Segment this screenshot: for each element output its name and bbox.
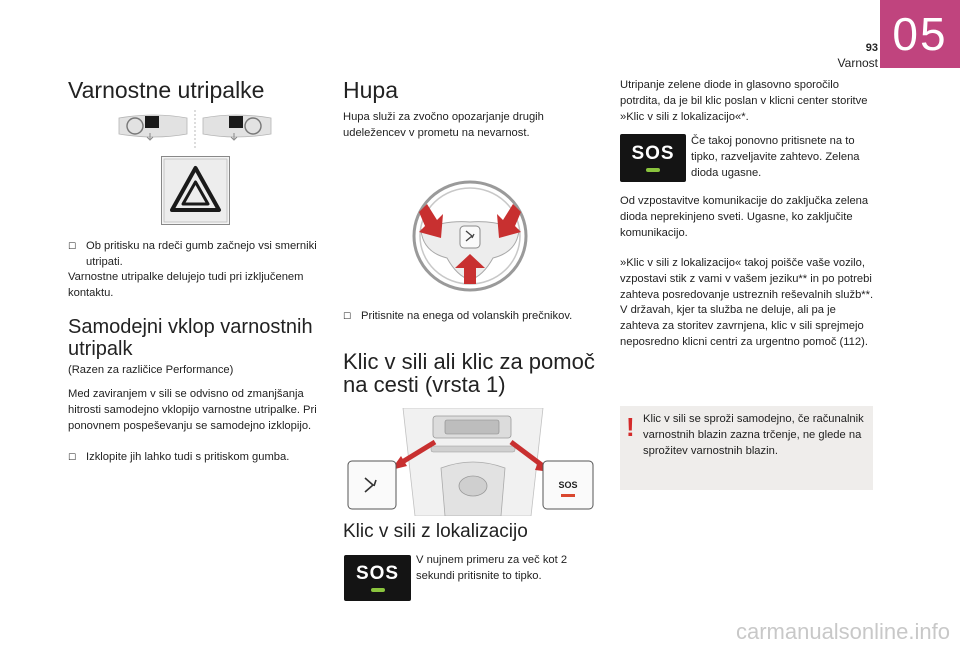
- center-console-illustration: [345, 408, 597, 516]
- hazard-button-icon: [161, 156, 230, 225]
- dashboard-illustration: [115, 110, 275, 150]
- auto-hazard-paragraph: Med zaviranjem v sili se odvisno od zmanjšanja hitrosti samodejno vklopijo varnostne utripalke. Pri ponovnem pospeševanju se samodejno izklopijo.: [68, 388, 317, 432]
- sos-button-image: [620, 134, 686, 182]
- page-number: 93: [865, 42, 878, 54]
- horn-bullet-text: Pritisnite na enega od volanskih prečnikov.: [361, 310, 573, 322]
- auto-hazard-note: (Razen za različice Performance): [68, 364, 234, 376]
- hazard-paragraph: Varnostne utripalke delujejo tudi pri izključenem kontaktu.: [68, 271, 304, 299]
- auto-hazard-bullet: [68, 450, 328, 466]
- horn-paragraph: Hupa služi za zvočno opozarjanje drugih udeležencev v prometu na nevarnost.: [343, 111, 544, 139]
- sos-led: [646, 168, 660, 172]
- warning-box: [620, 406, 873, 490]
- localized-call-description: »Klic v sili z lokalizacijo« takoj poišče vaše vozilo, vzpostavi stik z vami v vašem jeziku** in po potrebi zahteva posredovanje ustreznih reševalnih služb**. V državah, kjer ta služba ne deluje, ali pa je zahteva za storitev zavrnjena, klic v sili sprejmejo neposredno klicni centri za urgentno pomoč (112).: [620, 257, 874, 348]
- warning-icon: !: [626, 412, 635, 442]
- auto-hazard-bullet-text: Izklopite jih lahko tudi s pritiskom gumba.: [86, 451, 290, 463]
- hazard-lights-title: Varnostne utripalke: [68, 77, 265, 103]
- steering-wheel-illustration: [405, 168, 535, 293]
- localized-call-title: Klic v sili z lokalizacijo: [343, 521, 528, 542]
- bullet-marker-icon: ☐: [68, 241, 77, 251]
- bullet-marker-icon: ☐: [343, 311, 352, 321]
- console-sos-led: [561, 494, 575, 497]
- console-sos-label: SOS: [558, 480, 578, 490]
- communication-paragraph: Od vzpostavitve komunikacije do zaključka zelena dioda neprekinjeno sveti. Ugasne, ko zaključite komunikacijo.: [620, 195, 869, 239]
- bullet-marker-icon: ☐: [68, 452, 77, 462]
- hazard-bullet-text: Ob pritisku na rdeči gumb začnejo vsi smerniki utripati.: [86, 240, 317, 268]
- watermark: carmanualsonline.info: [735, 619, 950, 644]
- sos-led: [371, 588, 385, 592]
- warning-text: Klic v sili se sproži samodejno, če računalnik varnostnih blazin zazna trčenje, ne glede na sprožitev varnostnih blazin.: [643, 413, 864, 457]
- cancel-call-paragraph: Če takoj ponovno pritisnete na to tipko, razveljavite zahtevo. Zelena dioda ugasne.: [691, 135, 860, 179]
- horn-title: Hupa: [343, 77, 398, 103]
- auto-hazard-title: Samodejni vklop varnostnih utripalk: [68, 316, 313, 360]
- chapter-number-tab: 05: [880, 0, 960, 68]
- chapter-label: Varnost: [837, 56, 878, 70]
- sos-label: SOS: [631, 143, 675, 164]
- hazard-bullet: [68, 239, 318, 271]
- sos-instruction: V nujnem primeru za več kot 2 sekundi pritisnite to tipko.: [416, 554, 568, 582]
- sos-button-image: [344, 555, 411, 601]
- call-confirm-paragraph: Utripanje zelene diode in glasovno sporočilo potrdita, da je bil klic poslan v klicni center storitve »Klic v sili z lokalizacijo«*.: [620, 79, 868, 123]
- emergency-call-title: Klic v sili ali klic za pomoč na cesti (vrsta 1): [343, 349, 595, 398]
- sos-label: SOS: [355, 563, 400, 584]
- horn-bullet: [343, 309, 603, 325]
